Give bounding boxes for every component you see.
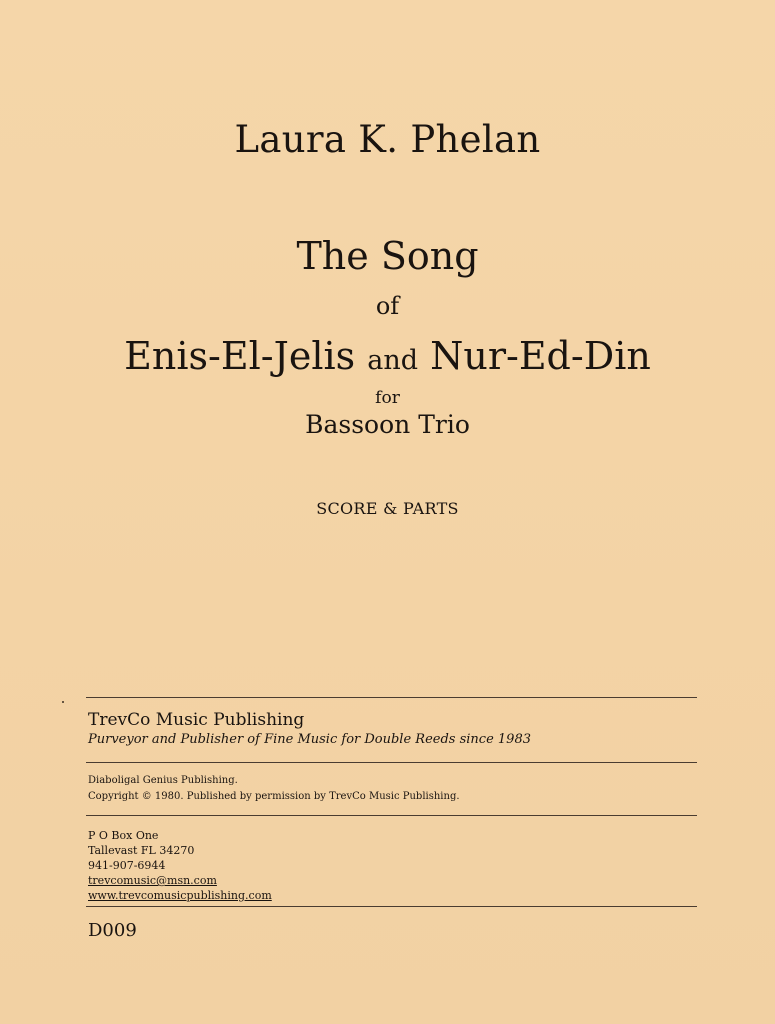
divider bbox=[86, 906, 697, 907]
contact-block bbox=[88, 828, 272, 903]
work-subtitle bbox=[0, 334, 775, 378]
subtitle-name-2: Nur-Ed-Din bbox=[430, 334, 651, 378]
copyright-notice: Copyright © 1980. Published by permission by TrevCo Music Publishing. bbox=[88, 791, 460, 802]
website-link[interactable]: www.trevcomusicpublishing.com bbox=[88, 889, 272, 902]
divider bbox=[86, 815, 697, 816]
instrumentation: Bassoon Trio bbox=[305, 410, 470, 439]
work-title: The Song bbox=[296, 234, 479, 278]
phone-number: 941-907-6944 bbox=[88, 859, 166, 872]
address-line-2: Tallevast FL 34270 bbox=[88, 844, 195, 857]
edition-label: SCORE & PARTS bbox=[316, 499, 459, 518]
original-publisher: Diaboligal Genius Publishing. bbox=[88, 775, 238, 786]
paper-speck bbox=[62, 701, 64, 703]
publisher-tagline: Purveyor and Publisher of Fine Music for Double Reeds since 1983 bbox=[88, 732, 531, 747]
divider bbox=[86, 697, 697, 698]
catalog-number: D009 bbox=[88, 920, 137, 941]
address-line-1: P O Box One bbox=[88, 829, 159, 842]
publisher-name: TrevCo Music Publishing bbox=[88, 710, 305, 730]
composer-name: Laura K. Phelan bbox=[234, 118, 541, 161]
subtitle-and: and bbox=[367, 345, 418, 376]
title-of: of bbox=[375, 292, 400, 320]
subtitle-name-1: Enis-El-Jelis bbox=[124, 334, 356, 378]
divider bbox=[86, 762, 697, 763]
email-link[interactable]: trevcomusic@msn.com bbox=[88, 874, 217, 887]
title-for: for bbox=[375, 388, 400, 408]
